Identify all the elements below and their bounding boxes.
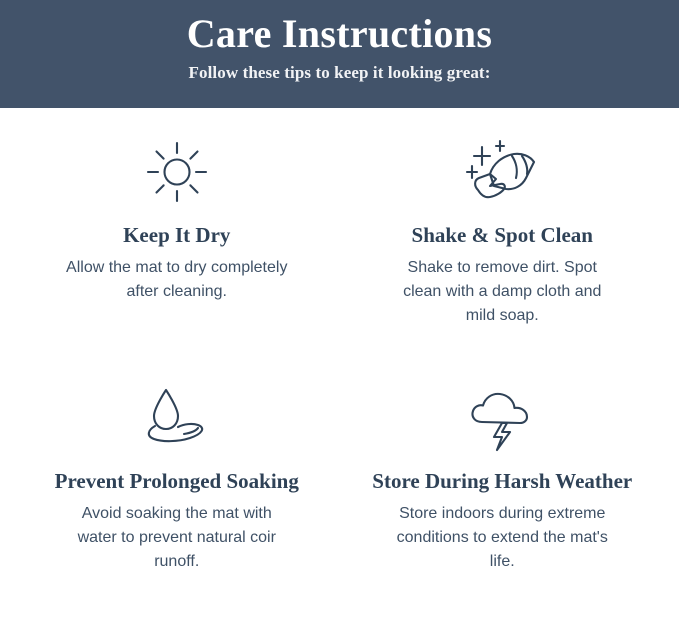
water-droplet-puddle-icon [132, 378, 222, 458]
tip-body: Shake to remove dirt. Spot clean with a damp cloth and mild soap. [403, 259, 602, 324]
storm-cloud-lightning-icon [462, 378, 542, 458]
tip-title: Store During Harsh Weather [372, 469, 633, 493]
tip-card-prevent-prolonged-soaking [14, 374, 340, 622]
tip-title: Shake & Spot Clean [411, 223, 593, 247]
page-subtitle: Follow these tips to keep it looking great: [188, 63, 491, 82]
tip-title: Keep It Dry [123, 223, 231, 247]
tip-title: Prevent Prolonged Soaking [54, 469, 299, 493]
tip-card-store-during-harsh-weather [340, 374, 666, 622]
tip-card-keep-it-dry [14, 126, 340, 374]
tip-body: Allow the mat to dry completely after cleaning. [66, 259, 288, 300]
tip-body: Store indoors during extreme conditions to extend the mat's life. [396, 505, 608, 570]
sun-icon [139, 132, 215, 212]
tip-body: Avoid soaking the mat with water to prevent natural coir runoff. [77, 505, 276, 570]
page-title: Care Instructions [186, 11, 493, 56]
tip-card-shake-spot-clean [340, 126, 666, 374]
header-banner [0, 0, 679, 108]
tips-grid [0, 108, 679, 622]
hand-cleaning-sparkle-icon [460, 132, 544, 212]
